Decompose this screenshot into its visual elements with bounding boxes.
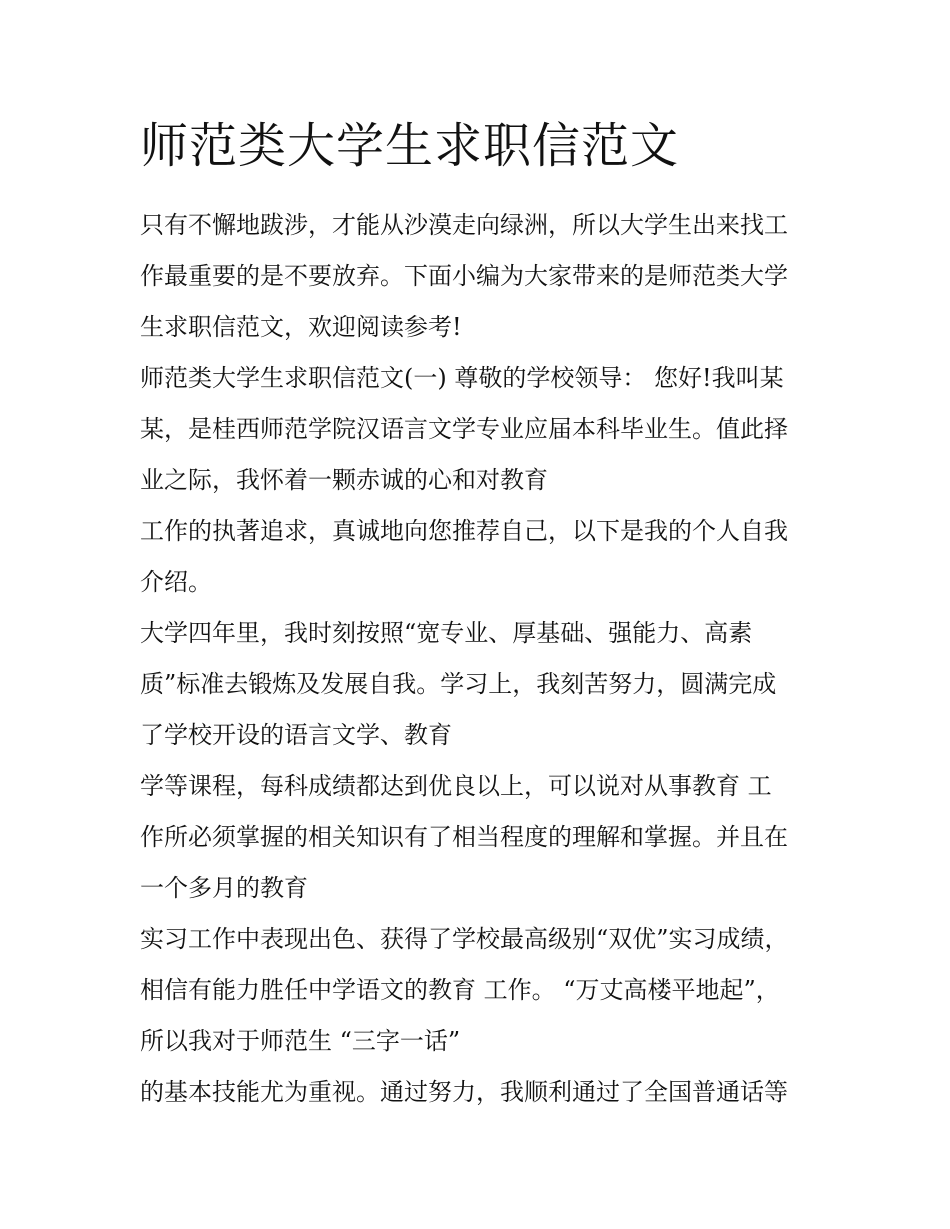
body-line: 业之际，我怀着一颗赤诚的心和对教育 — [140, 466, 548, 494]
body-line: 实习工作中表现出色、获得了学校最高级别“双优”实习成绩， — [140, 925, 789, 953]
body-line: 一个多月的教育 — [140, 874, 308, 902]
body-line: 只有不懈地跋涉，才能从沙漠走向绿洲，所以大学生出来找工 — [140, 211, 788, 239]
body-line: 的基本技能尤为重视。通过努力，我顺利通过了全国普通话等 — [140, 1078, 788, 1106]
body-line: 师范类大学生求职信范文(一) 尊敬的学校领导： 您好!我叫某 — [140, 364, 784, 392]
body-line: 作最重要的是不要放弃。下面小编为大家带来的是师范类大学 — [140, 262, 788, 290]
body-line: 某，是桂西师范学院汉语言文学专业应届本科毕业生。值此择 — [140, 415, 788, 443]
document-body — [140, 200, 820, 1118]
body-line: 了学校开设的语言文学、教育 — [140, 721, 452, 749]
document-page — [140, 112, 820, 1118]
body-line: 质”标准去锻炼及发展自我。学习上，我刻苦努力，圆满完成 — [140, 670, 777, 698]
body-line: 所以我对于师范生 “三字一话” — [140, 1027, 461, 1055]
body-line: 相信有能力胜任中学语文的教育 工作。 “万丈高楼平地起”， — [140, 976, 780, 1004]
body-line: 生求职信范文，欢迎阅读参考! — [140, 313, 462, 341]
body-line: 作所必须掌握的相关知识有了相当程度的理解和掌握。并且在 — [140, 823, 788, 851]
body-line: 介绍。 — [140, 568, 212, 596]
body-line: 工作的执著追求，真诚地向您推荐自己，以下是我的个人自我 — [140, 517, 788, 545]
body-line: 学等课程，每科成绩都达到优良以上，可以说对从事教育 工 — [140, 772, 772, 800]
document-title: 师范类大学生求职信范文 — [140, 118, 680, 174]
body-line: 大学四年里，我时刻按照“宽专业、厚基础、强能力、高素 — [140, 619, 753, 647]
